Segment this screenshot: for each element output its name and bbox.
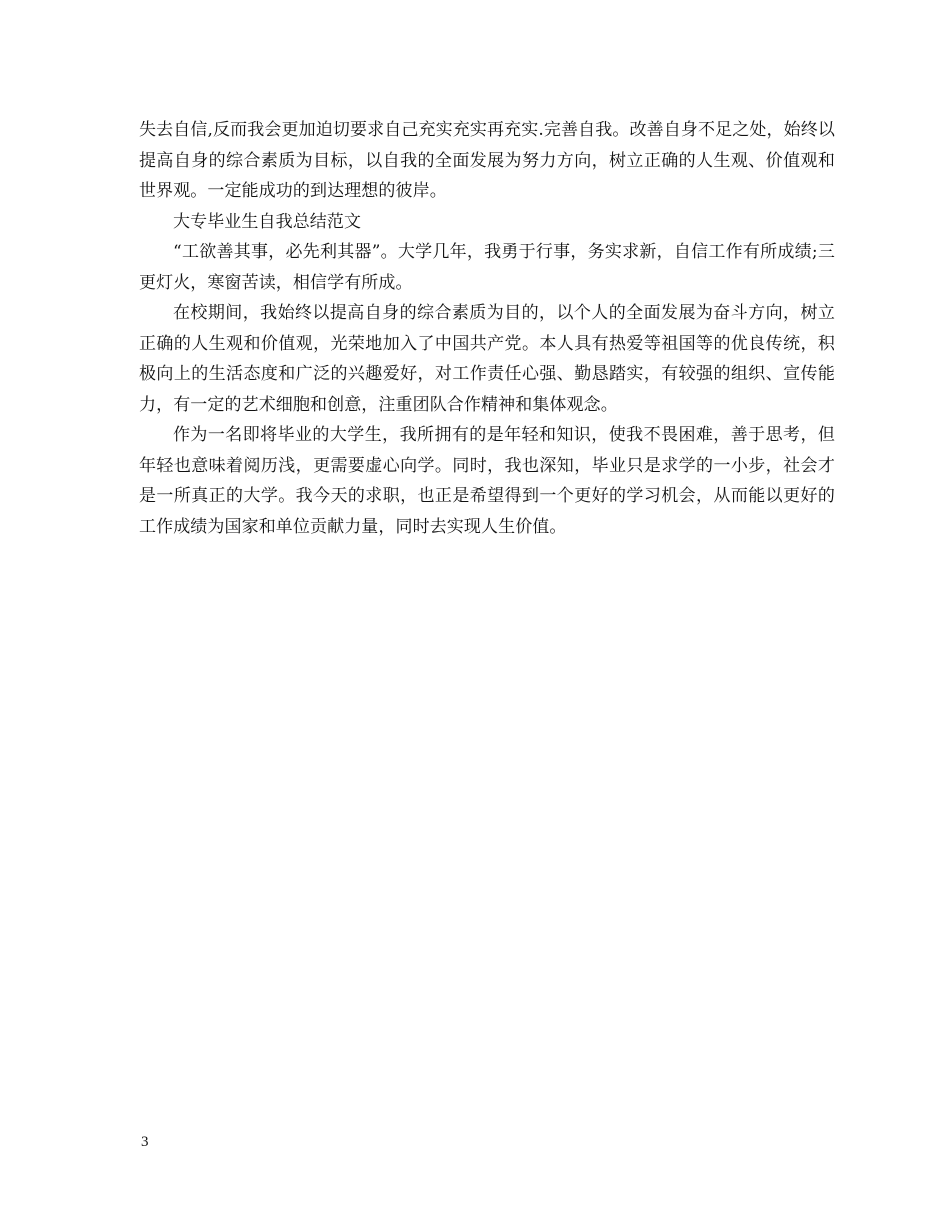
paragraph-quote: “工欲善其事，必先利其器”。大学几年，我勇于行事，务实求新，自信工作有所成绩;三更灯火，寒窗苦读，相信学有所成。 [139, 242, 835, 293]
page-number: 3 [141, 1134, 149, 1150]
paragraph-graduate: 作为一名即将毕业的大学生，我所拥有的是年轻和知识，使我不畏困难，善于思考，但年轻也意味着阅历浅，更需要虚心向学。同时，我也深知，毕业只是求学的一小步，社会才是一所真正的大学。我今天的求职，也正是希望得到一个更好的学习机会，从而能以更好的工作成绩为国家和单位贡献力量，同时去实现人生价值。 [139, 425, 835, 537]
paragraph-school: 在校期间，我始终以提高自身的综合素质为目的，以个人的全面发展为奋斗方向，树立正确的人生观和价值观，光荣地加入了中国共产党。本人具有热爱等祖国等的优良传统，积极向上的生活态度和广泛的兴趣爱好，对工作责任心强、勤恳踏实，有较强的组织、宣传能力，有一定的艺术细胞和创意，注重团队合作精神和集体观念。 [139, 303, 835, 415]
document-body [139, 115, 835, 542]
section-heading: 大专毕业生自我总结范文 [173, 211, 362, 232]
paragraph-continuation: 失去自信,反而我会更加迫切要求自己充实充实再充实.完善自我。改善自身不足之处，始终以提高自身的综合素质为目标，以自我的全面发展为努力方向，树立正确的人生观、价值观和世界观。一定能成功的到达理想的彼岸。 [139, 120, 835, 201]
